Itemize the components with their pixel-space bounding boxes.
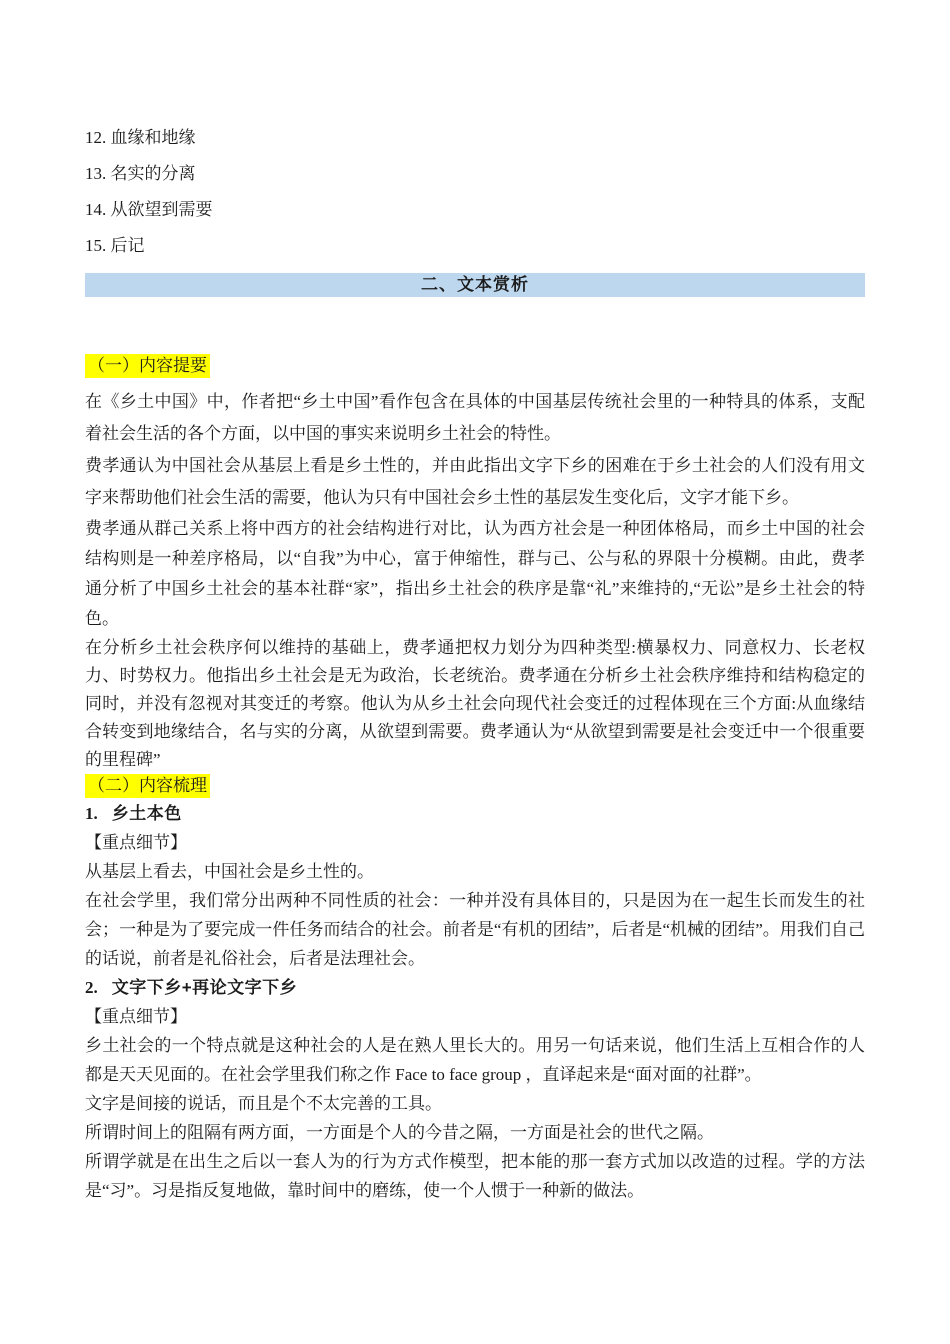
subsection-number: 2. xyxy=(85,978,98,997)
subsection-number: 1. xyxy=(85,804,98,823)
subsection-title xyxy=(85,799,865,828)
section2-heading-highlight: （二）内容梳理 xyxy=(85,774,210,798)
section1-heading-row xyxy=(85,354,865,378)
detail-label: 【重点细节】 xyxy=(85,1007,187,1026)
paragraph: 文字是间接的说话，而且是个不太完善的工具。 xyxy=(85,1094,442,1113)
paragraph: 所谓时间上的阻隔有两方面，一方面是个人的今昔之隔，一方面是社会的世代之隔。 xyxy=(85,1123,714,1142)
detail-label: 【重点细节】 xyxy=(85,833,187,852)
paragraph: 乡土社会的一个特点就是这种社会的人是在熟人里长大的。用另一句话来说，他们生活上互相合作的人都是天天见面的。在社会学里我们称之作 Face to face group ，直译起来是“面对面的社群”。 xyxy=(85,1036,865,1084)
subsection-1 xyxy=(85,799,865,973)
paragraph: 在社会学里，我们常分出两种不同性质的社会：一种并没有具体目的，只是因为在一起生长而发生的社会；一种是为了要完成一件任务而结合的社会。前者是“有机的团结”，后者是“机械的团结”。用我们自己的话说，前者是礼俗社会，后者是法理社会。 xyxy=(85,891,865,968)
toc-item: 15. 后记 xyxy=(85,236,145,255)
section1-paragraphs xyxy=(85,386,865,774)
subsection-2 xyxy=(85,973,865,1205)
paragraph: 费孝通认为中国社会从基层上看是乡土性的，并由此指出文字下乡的困难在于乡土社会的人们没有用文字来帮助他们社会生活的需要，他认为只有中国社会乡土性的基层发生变化后，文字才能下乡。 xyxy=(85,456,865,507)
toc-item: 13. 名实的分离 xyxy=(85,164,196,183)
paragraph: 所谓学就是在出生之后以一套人为的行为方式作模型，把本能的那一套方式加以改造的过程。学的方法是“习”。习是指反复地做，靠时间中的磨练，使一个人惯于一种新的做法。 xyxy=(85,1152,865,1200)
subsection-title-text: 文字下乡+再论文字下乡 xyxy=(111,978,298,997)
paragraph: 在分析乡土社会秩序何以维持的基础上，费孝通把权力划分为四种类型:横暴权力、同意权力、长老权力、时势权力。他指出乡土社会是无为政治，长老统治。费孝通在分析乡土社会秩序维持和结构稳定的同时，并没有忽视对其变迁的考察。他认为从乡土社会向现代社会变迁的过程体现在三个方面:从血缘结合转变到地缘结合，名与实的分离，从欲望到需要。费孝通认为“从欲望到需要是社会变迁中一个很重要的里程碑” xyxy=(85,638,865,769)
section-banner: 二、文本赏析 xyxy=(85,273,865,297)
section1-heading-highlight: （一）内容提要 xyxy=(85,354,210,378)
paragraph: 在《乡土中国》中，作者把“乡土中国”看作包含在具体的中国基层传统社会里的一种特具的体系，支配着社会生活的各个方面，以中国的事实来说明乡土社会的特性。 xyxy=(85,392,865,443)
toc-item: 12. 血缘和地缘 xyxy=(85,128,196,147)
subsection-title xyxy=(85,973,865,1002)
subsection-title-text: 乡土本色 xyxy=(111,804,182,823)
paragraph: 费孝通从群己关系上将中西方的社会结构进行对比，认为西方社会是一种团体格局，而乡土中国的社会结构则是一种差序格局，以“自我”为中心，富于伸缩性，群与己、公与私的界限十分模糊。由此，费孝通分析了中国乡土社会的基本社群“家”，指出乡土社会的秩序是靠“礼”来维持的,“无讼”是乡土社会的特色。 xyxy=(85,519,865,628)
section2-heading-row xyxy=(85,774,865,799)
table-of-contents xyxy=(85,0,865,264)
toc-item: 14. 从欲望到需要 xyxy=(85,200,213,219)
paragraph: 从基层上看去，中国社会是乡土性的。 xyxy=(85,862,374,881)
